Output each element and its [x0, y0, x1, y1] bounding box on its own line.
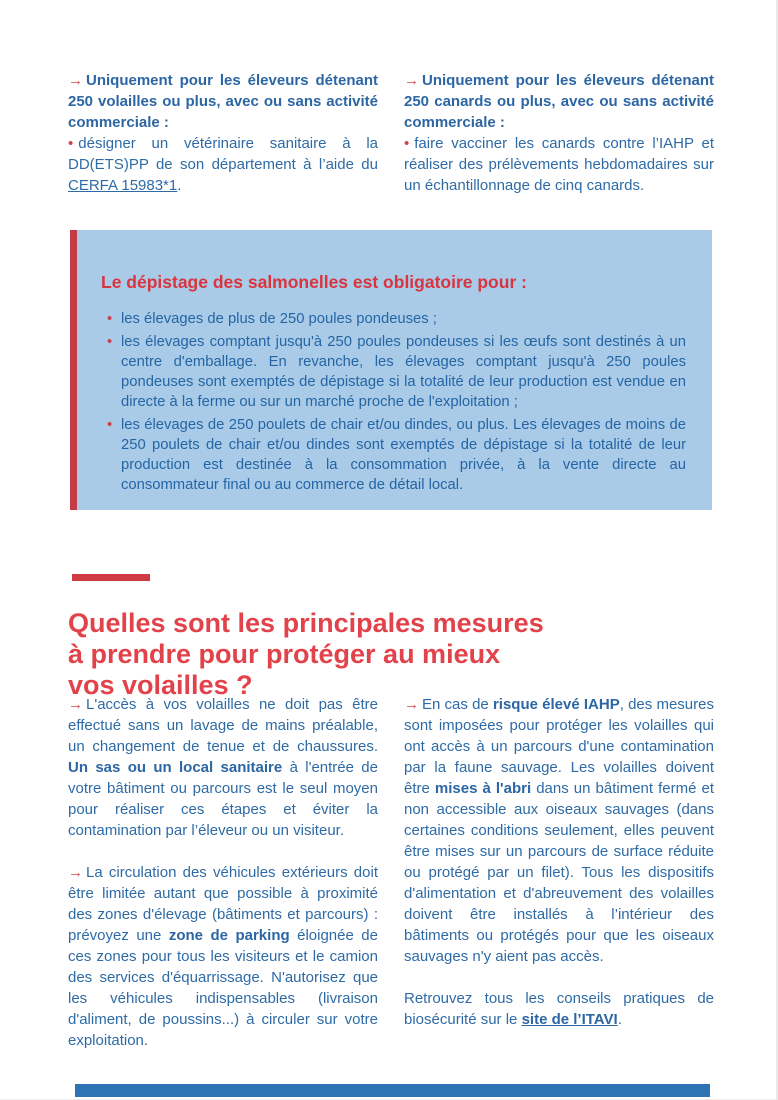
- paragraph-itavi: [404, 988, 714, 1030]
- cerfa-link[interactable]: CERFA 15983*1: [68, 177, 178, 194]
- paragraph-vehicules: [68, 862, 378, 1051]
- paragraph-bold: risque élevé IAHP: [492, 696, 620, 713]
- paragraph-text: dans un bâtiment fermé et non accessible aux oiseaux sauvages (dans certaines conditions seulement, elles peuvent être mises sur un parcours de surface réduite ou protégé par un filet). Tous les dispositifs d'alimentation et d'abreuvement des volailles doivent être installés à l’intérieur des bâtiments ou protégés pour que les oiseaux sauvages n'y aient pas accès.: [404, 780, 715, 965]
- intro-lead-canards: Uniquement pour les éleveurs détenant 250 canards ou plus, avec ou sans activité commerciale :: [404, 72, 714, 131]
- footer-blue-bar: [75, 1084, 710, 1097]
- intro-item-volailles-end: .: [177, 177, 182, 194]
- measures-column-left: [68, 694, 378, 1072]
- info-box-title: Le dépistage des salmonelles est obligatoire pour :: [101, 272, 527, 292]
- salmonella-info-box: [70, 230, 712, 510]
- info-box-list: [101, 309, 686, 495]
- bullet-icon: •: [68, 135, 74, 152]
- paragraph-bold: Un sas ou un local sanitaire: [68, 759, 283, 776]
- paragraph-text: Retrouvez tous les conseils pratiques de biosécurité sur le: [404, 990, 714, 1028]
- paragraph-bold: mises à l'abri: [434, 780, 532, 797]
- measures-section: [68, 694, 714, 1072]
- list-item: • les élevages comptant jusqu'à 250 poules pondeuses si les œufs sont destinés à un centre d'emballage. En revanche, les élevages comptant jusqu'à 250 poules pondeuses sont exemptés de dépistage si la totalité de leur production est vendue en directe à la ferme ou sur un marché proche de l'exploitation ;: [107, 332, 686, 412]
- paragraph-text: .: [617, 1011, 622, 1028]
- intro-lead-volailles: Uniquement pour les éleveurs détenant 250 volailles ou plus, avec ou sans activité commerciale :: [68, 72, 378, 131]
- page-title: [68, 608, 628, 701]
- list-item: • les élevages de 250 poulets de chair et/ou dindes, ou plus. Les élevages de moins de 250 poulets de chair et/ou dindes sont exemptés de dépistage si la totalité de leur production est destinée à la consommation privée, à la vente directe au consommateur final ou au commerce de détail local.: [107, 415, 686, 495]
- intro-column-canards: [404, 70, 714, 196]
- intro-section: [68, 70, 714, 196]
- page-title-line: à prendre pour protéger au mieux: [68, 639, 501, 670]
- arrow-icon: →: [404, 72, 419, 89]
- paragraph-text: L'accès à vos volailles ne doit pas être effectué sans un lavage de mains préalable, un changement de tenue et de chaussures.: [68, 696, 378, 755]
- paragraph-access: [68, 694, 378, 841]
- page-title-line: Quelles sont les principales mesures: [68, 608, 544, 639]
- paragraph-iahp: [404, 694, 714, 967]
- paragraph-bold: zone de parking: [168, 927, 290, 944]
- arrow-icon: →: [68, 696, 83, 713]
- arrow-icon: →: [68, 72, 83, 89]
- intro-column-volailles: [68, 70, 378, 196]
- intro-item-volailles-text: désigner un vétérinaire sanitaire à la DD(ETS)PP de son département à l’aide du: [68, 135, 378, 173]
- paragraph-text: En cas de: [422, 696, 493, 713]
- measures-column-right: [404, 694, 714, 1072]
- arrow-icon: →: [68, 864, 83, 881]
- itavi-link[interactable]: site de l’ITAVI: [521, 1011, 618, 1028]
- intro-item-canards-text: faire vacciner les canards contre l’IAHP et réaliser des prélèvements hebdomadaires sur un échantillonnage de cinq canards.: [404, 135, 714, 194]
- paragraph-text: à l'entrée de votre bâtiment ou parcours est le seul moyen pour réaliser ces étapes et éviter la contamination par l’éleveur ou un visiteur.: [68, 759, 378, 839]
- arrow-icon: →: [404, 696, 419, 713]
- red-divider-bar: [72, 574, 150, 581]
- list-item: • les élevages de plus de 250 poules pondeuses ;: [107, 309, 686, 329]
- bullet-icon: •: [404, 135, 410, 152]
- paragraph-text: éloignée de ces zones pour tous les visiteurs et le camion des services d'équarrissage. N'autorisez que les véhicules indispensables (livraison d'aliment, de poussins...) à circuler sur votre exploitation.: [68, 927, 378, 1049]
- paragraph-text: , des mesures sont imposées pour protéger les volailles qui ont accès à un parcours d'une contamination par la faune sauvage. Les volailles doivent être: [404, 696, 714, 797]
- paragraph-text: La circulation des véhicules extérieurs doit être limitée autant que possible à proximité des zones d'élevage (bâtiments et parcours) : prévoyez une: [68, 864, 378, 944]
- page-title-line: vos volailles ?: [68, 670, 253, 701]
